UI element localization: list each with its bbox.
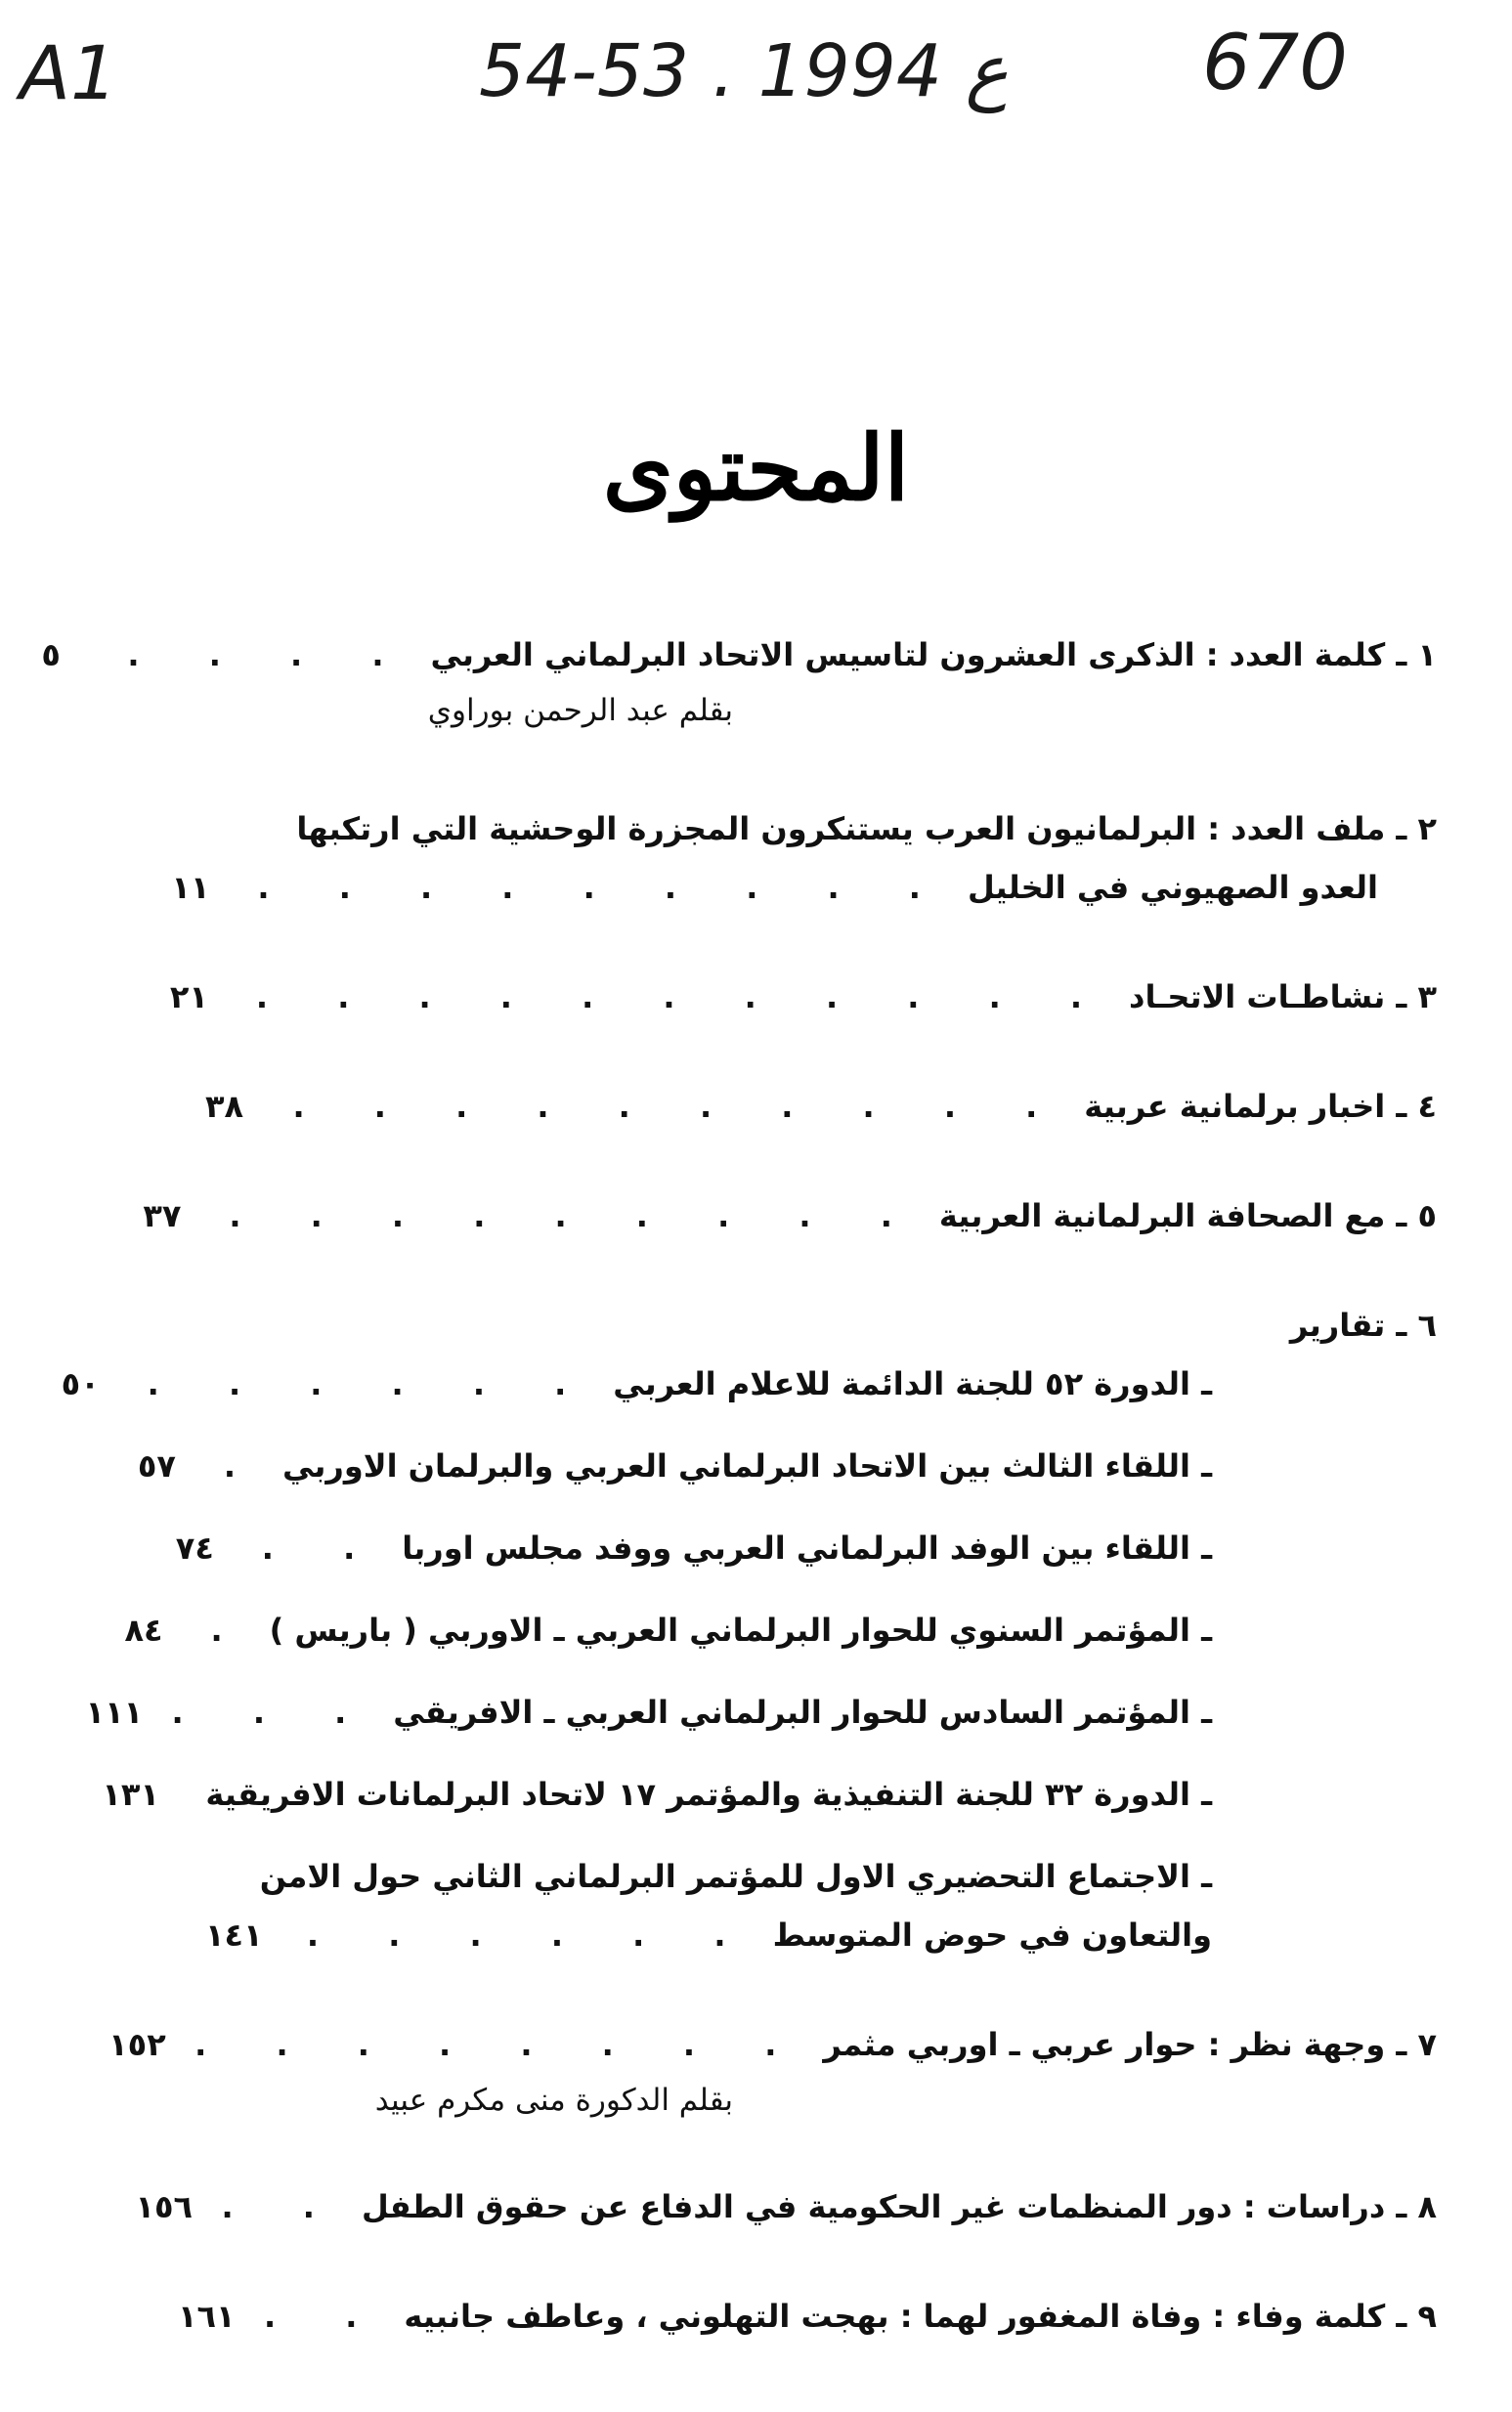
toc-subrow (102, 1765, 1437, 1824)
toc-row (205, 1077, 1437, 1136)
toc-byline: بقلم الدكورة منى مكرم عبيد (374, 2083, 733, 2118)
toc-subrow (175, 1519, 1437, 1577)
toc-sub-title: ـ الدورة ٣٢ للجنة التنفيذية والمؤتمر ١٧ لاتحاد البرلمانات الافريقية (205, 1776, 1212, 1813)
toc-row (41, 625, 1437, 684)
toc-page-number: ٢١ (169, 978, 208, 1015)
toc-leader: . . . . . . . . . . (292, 1088, 1067, 1125)
toc-entry-2 (171, 799, 1437, 917)
handwritten-code: A1 (20, 29, 118, 116)
page-title: المحتوى (602, 415, 910, 521)
table-of-contents (41, 625, 1437, 2346)
toc-title: ٣ ـ نشاطـات الاتحـاد (1129, 978, 1437, 1015)
toc-page-number: ١١ (171, 869, 210, 906)
toc-entry-4 (205, 1077, 1437, 1136)
toc-sub-title: ـ المؤتمر السادس للحوار البرلماني العربي ـ الافريقي (393, 1694, 1212, 1731)
toc-row (143, 1186, 1437, 1245)
toc-title-continued: العدو الصهيوني في الخليل (967, 869, 1378, 906)
toc-sub-title: ـ اللقاء الثالث بين الاتحاد البرلماني العربي والبرلمان الاوربي (282, 1447, 1212, 1485)
toc-entry-1 (41, 625, 1437, 737)
toc-leader: . (210, 1612, 252, 1649)
toc-page-number: ٥٠ (61, 1365, 100, 1402)
toc-page-number: ٣٨ (205, 1088, 244, 1125)
toc-entry-7 (108, 2015, 1437, 2127)
toc-leader: . . . . . . . . . (229, 1197, 922, 1234)
toc-leader: . . . . . . . . (194, 2026, 806, 2063)
toc-leader: . . (261, 1529, 385, 1567)
toc-page-number: ١٣١ (102, 1776, 159, 1813)
toc-sub-title: ـ الاجتماع التحضيري الاول للمؤتمر البرلماني الثاني حول الامن (259, 1858, 1212, 1895)
toc-leader: . . . . . . . . . (257, 869, 950, 906)
toc-page-number: ٨٤ (124, 1612, 163, 1649)
toc-leader: . . (221, 2188, 344, 2225)
toc-leader: . . . (171, 1694, 376, 1731)
toc-row (205, 1296, 1437, 1355)
toc-sub-title: ـ الدورة ٥٢ للجنة الدائمة للاعلام العربي (613, 1365, 1212, 1402)
toc-entry-5 (143, 1186, 1437, 1245)
toc-leader: . (223, 1447, 266, 1485)
toc-page-number: ٧٤ (175, 1529, 214, 1567)
toc-title: ٦ ـ تقارير (1289, 1307, 1437, 1344)
toc-row (135, 2177, 1437, 2236)
toc-page-number: ٣٧ (143, 1197, 182, 1234)
toc-sub-title-continued: والتعاون في حوض المتوسط (772, 1917, 1212, 1954)
toc-entry-8 (135, 2177, 1437, 2236)
toc-entry-3 (169, 968, 1437, 1026)
toc-leader: . . (263, 2298, 387, 2335)
toc-row (108, 2015, 1437, 2074)
toc-title: ٥ ـ مع الصحافة البرلمانية العربية (938, 1197, 1437, 1234)
toc-leader: . . . . . . (147, 1365, 596, 1402)
toc-title: ٨ ـ دراسات : دور المنظمات غير الحكومية في الدفاع عن حقوق الطفل (361, 2188, 1437, 2225)
toc-subrow (61, 1355, 1437, 1413)
toc-subrow (137, 1437, 1437, 1495)
toc-subrow (124, 1601, 1437, 1659)
toc-leader: . . . . (127, 636, 413, 673)
toc-leader: . . . . . . (306, 1917, 756, 1954)
toc-row (205, 799, 1437, 858)
toc-title: ٩ ـ كلمة وفاء : وفاة المغفور لهما : بهجت التهلوني ، وعاطف جانبيه (404, 2298, 1437, 2335)
toc-page-number: ١٦١ (177, 2298, 236, 2335)
toc-leader: . . . . . . . . . . . (255, 978, 1112, 1015)
handwritten-reference: 54-53 . ع 1994 (479, 29, 1009, 113)
toc-entry-6 (61, 1296, 1437, 1964)
toc-page-number: ١٥٢ (108, 2026, 166, 2063)
toc-subrow-continued (205, 1906, 1437, 1964)
toc-title: ٤ ـ اخبار برلمانية عربية (1084, 1088, 1437, 1125)
handwritten-number: 670 (1202, 20, 1348, 108)
toc-page-number: ٥ (41, 636, 61, 673)
toc-byline: بقلم عبد الرحمن بوراوي (427, 693, 733, 728)
toc-page-number: ١١١ (85, 1694, 144, 1731)
toc-entry-9 (177, 2287, 1437, 2346)
toc-subrow (85, 1683, 1437, 1742)
toc-page-number: ٥٧ (137, 1447, 176, 1485)
toc-sub-title: ـ المؤتمر السنوي للحوار البرلماني العربي ـ الاوربي ( باريس ) (269, 1612, 1212, 1649)
toc-row (177, 2287, 1437, 2346)
toc-row-continued (171, 858, 1437, 917)
toc-page-number: ١٤١ (205, 1917, 263, 1954)
toc-title: ١ ـ كلمة العدد : الذكرى العشرون لتاسيس الاتحاد البرلماني العربي (430, 636, 1437, 673)
toc-title: ٧ ـ وجهة نظر : حوار عربي ـ اوربي مثمر (823, 2026, 1437, 2063)
toc-title: ٢ ـ ملف العدد : البرلمانيون العرب يستنكرون المجزرة الوحشية التي ارتكبها (296, 810, 1437, 847)
toc-sub-title: ـ اللقاء بين الوفد البرلماني العربي ووفد مجلس اوربا (402, 1529, 1212, 1567)
toc-subrow (205, 1847, 1437, 1906)
toc-row (169, 968, 1437, 1026)
toc-page-number: ١٥٦ (135, 2188, 194, 2225)
